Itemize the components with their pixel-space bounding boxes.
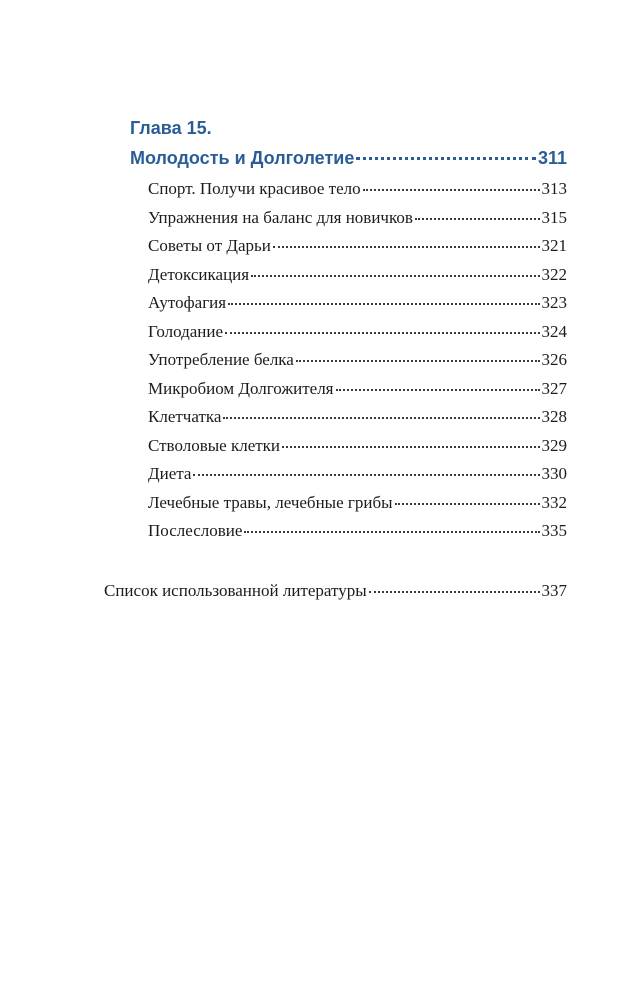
toc-entry-label: Диета (148, 464, 192, 483)
toc-entry-page: 322 (541, 265, 567, 284)
toc-entry-label: Детоксикация (148, 265, 250, 284)
toc-entry-page: 315 (541, 208, 567, 227)
dot-leader (228, 303, 539, 305)
chapter-page-number: 311 (537, 148, 567, 168)
dot-leader (273, 246, 540, 248)
chapter-title: Молодость и Долголетие (130, 148, 355, 168)
toc-entry[interactable] (148, 349, 567, 371)
toc-entry[interactable] (148, 406, 567, 428)
toc-entry-label: Голодание (148, 322, 224, 341)
toc-entry-page: 330 (541, 464, 567, 483)
bibliography-page: 337 (541, 581, 567, 600)
dot-leader (251, 275, 539, 277)
toc-entry[interactable] (148, 463, 567, 485)
toc-entry[interactable] (148, 435, 567, 457)
dot-leader (336, 389, 540, 391)
dot-leader (282, 446, 539, 448)
toc-entry-page: 313 (541, 179, 567, 198)
toc-entry-label: Употребление белка (148, 350, 294, 369)
dot-leader (369, 591, 540, 593)
toc-entry-label: Советы от Дарьи (148, 236, 271, 255)
toc-entry-label: Спорт. Получи красивое тело (148, 179, 361, 198)
toc-entry[interactable] (148, 321, 567, 343)
toc-entry[interactable] (148, 178, 567, 200)
dot-leader (395, 503, 540, 505)
toc-entry-page: 332 (541, 493, 567, 512)
toc-entry[interactable] (148, 207, 567, 229)
dot-leader (225, 332, 539, 334)
toc-entry[interactable] (148, 492, 567, 514)
toc-entry[interactable] (148, 264, 567, 286)
toc-entry-page: 324 (541, 322, 567, 341)
toc-entry-page: 335 (541, 521, 567, 540)
dot-leader (296, 360, 540, 362)
toc-entry-page: 321 (541, 236, 567, 255)
dot-leader (363, 189, 540, 191)
toc-entry-page: 329 (541, 436, 567, 455)
toc-entry-label: Микробиом Долгожителя (148, 379, 334, 398)
toc-entry[interactable] (148, 520, 567, 542)
chapter-number: Глава 15. (130, 118, 212, 138)
toc-entry-page: 323 (541, 293, 567, 312)
toc-entry-page: 326 (541, 350, 567, 369)
toc-entry[interactable] (148, 292, 567, 314)
toc-entry-label: Аутофагия (148, 293, 227, 312)
toc-entry-label: Лечебные травы, лечебные грибы (148, 493, 393, 512)
chapter-title-row[interactable] (130, 146, 567, 170)
bibliography-entry[interactable] (104, 580, 567, 602)
toc-entry[interactable] (148, 378, 567, 400)
toc-entry-label: Клетчатка (148, 407, 222, 426)
bibliography-label: Список использованной литературы (104, 581, 367, 600)
dot-leader (356, 157, 536, 160)
dot-leader (193, 474, 539, 476)
dot-leader (415, 218, 540, 220)
toc-entry[interactable] (148, 235, 567, 257)
toc-entry-page: 328 (541, 407, 567, 426)
toc-entry-label: Упражнения на баланс для новичков (148, 208, 413, 227)
dot-leader (223, 417, 539, 419)
toc-entry-label: Стволовые клетки (148, 436, 281, 455)
dot-leader (244, 531, 539, 533)
toc-entry-label: Послесловие (148, 521, 243, 540)
toc-entry-page: 327 (541, 379, 567, 398)
